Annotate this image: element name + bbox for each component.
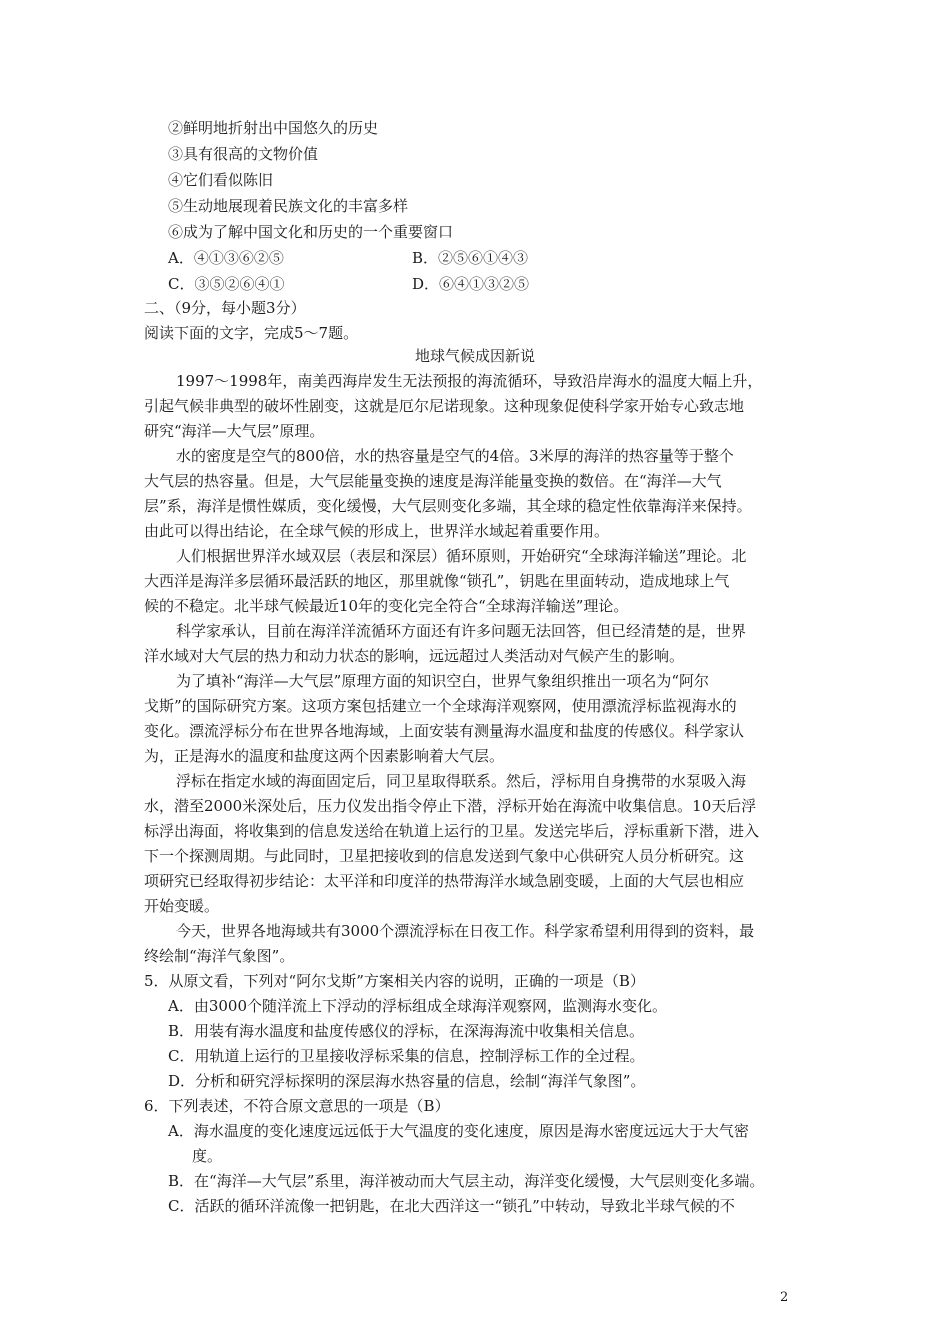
option-item: ④它们看似陈旧: [168, 171, 274, 189]
q5-choice-c: C．用轨道上运行的卫星接收浮标采集的信息，控制浮标工作的全过程。: [168, 1047, 645, 1065]
article-line: 由此可以得出结论，在全球气候的形成上，世界洋水域起着重要作用。: [144, 522, 610, 540]
q4-choice-d: D．⑥④①③②⑤: [412, 275, 530, 293]
article-line: 今天，世界各地海域共有3000个漂流浮标在日夜工作。科学家希望利用得到的资料，最: [176, 922, 755, 940]
q5-choice-a: A．由3000个随洋流上下浮动的浮标组成全球海洋观察网，监测海水变化。: [168, 997, 668, 1015]
option-item: ③具有很高的文物价值: [168, 145, 319, 163]
article-line: 为了填补“海洋—大气层”原理方面的知识空白，世界气象组织推出一项名为“阿尔: [176, 672, 710, 690]
option-item: ⑤生动地展现着民族文化的丰富多样: [168, 197, 409, 215]
q6-choice-c: C．活跃的循环洋流像一把钥匙，在北大西洋这一“锁孔”中转动，导致北半球气候的不: [168, 1197, 735, 1215]
option-item: ⑥成为了解中国文化和历史的一个重要窗口: [168, 223, 454, 241]
article-line: 戈斯”的国际研究方案。这项方案包括建立一个全球海洋观察网，使用漂流浮标监视海水的: [144, 697, 737, 715]
article-line: 变化。漂流浮标分布在世界各地海域，上面安装有测量海水温度和盐度的传感仪。科学家认: [144, 722, 745, 740]
q6-choice-a-cont: 度。: [192, 1147, 223, 1165]
article-line: 水的密度是空气的800倍，水的热容量是空气的4倍。3米厚的海洋的热容量等于整个: [176, 447, 734, 465]
article-line: 科学家承认，目前在海洋洋流循环方面还有许多问题无法回答，但已经清楚的是，世界: [176, 622, 747, 640]
article-line: 候的不稳定。北半球气候最近10年的变化完全符合“全球海洋输送”理论。: [144, 597, 629, 615]
article-line: 大西洋是海洋多层循环最活跃的地区，那里就像“锁孔”，钥匙在里面转动，造成地球上气: [144, 572, 730, 590]
article-line: 水，潜至2000米深处后，压力仪发出指令停止下潜，浮标开始在海流中收集信息。10天后浮: [144, 797, 757, 815]
article-line: 大气层的热容量。但是，大气层能量变换的速度是海洋能量变换的数倍。在“海洋—大气: [144, 472, 722, 490]
article-line: 层”系，海洋是惯性媒质，变化缓慢，大气层则变化多端，其全球的稳定性依靠海洋来保持。: [144, 497, 752, 515]
article-line: 人们根据世界洋水域双层（表层和深层）循环原则，开始研究“全球海洋输送”理论。北: [176, 547, 747, 565]
page-number: 2: [780, 1290, 789, 1305]
article-line: 项研究已经取得初步结论：太平洋和印度洋的热带海洋水域急剧变暖，上面的大气层也相应: [144, 872, 745, 890]
section-heading: 二、（9分，每小题3分）: [144, 299, 306, 317]
article-line: 洋水域对大气层的热力和动力状态的影响，远远超过人类活动对气候产生的影响。: [144, 647, 685, 665]
section-instruction: 阅读下面的文字，完成5～7题。: [144, 324, 359, 342]
article-line: 标浮出海面，将收集到的信息发送给在轨道上运行的卫星。发送完毕后，浮标重新下潜，进入: [144, 822, 760, 840]
q4-choice-b: B．②⑤⑥①④③: [412, 249, 529, 267]
article-line: 开始变暖。: [144, 897, 220, 915]
article-line: 浮标在指定水域的海面固定后，同卫星取得联系。然后，浮标用自身携带的水泵吸入海: [176, 772, 747, 790]
option-item: ②鲜明地折射出中国悠久的历史: [168, 119, 379, 137]
article-line: 为，正是海水的温度和盐度这两个因素影响着大气层。: [144, 747, 505, 765]
article-line: 研究“海洋—大气层”原理。: [144, 422, 325, 440]
q4-choice-c: C．③⑤②⑥④①: [168, 275, 285, 293]
q6-choice-b: B．在“海洋—大气层”系里，海洋被动而大气层主动，海洋变化缓慢，大气层则变化多端。: [168, 1172, 765, 1190]
article-line: 1997～1998年，南美西海岸发生无法预报的海流循环，导致沿岸海水的温度大幅上升，: [176, 372, 763, 390]
article-title: 地球气候成因新说: [414, 347, 535, 365]
article-line: 下一个探测周期。与此同时，卫星把接收到的信息发送到气象中心供研究人员分析研究。这: [144, 847, 745, 865]
q5-stem: 5．从原文看，下列对“阿尔戈斯”方案相关内容的说明，正确的一项是（B）: [144, 972, 645, 990]
q6-choice-a: A．海水温度的变化速度远远低于大气温度的变化速度，原因是海水密度远远大于大气密: [168, 1122, 749, 1140]
q6-stem: 6．下列表述，不符合原文意思的一项是（B）: [144, 1097, 450, 1115]
q5-choice-d: D．分析和研究浮标探明的深层海水热容量的信息，绘制“海洋气象图”。: [168, 1072, 646, 1090]
article-line: 引起气候非典型的破坏性剧变，这就是厄尔尼诺现象。这种现象促使科学家开始专心致志地: [144, 397, 745, 415]
q5-choice-b: B．用装有海水温度和盐度传感仪的浮标，在深海海流中收集相关信息。: [168, 1022, 645, 1040]
article-line: 终绘制“海洋气象图”。: [144, 947, 295, 965]
q4-choice-a: A．④①③⑥②⑤: [168, 249, 284, 267]
